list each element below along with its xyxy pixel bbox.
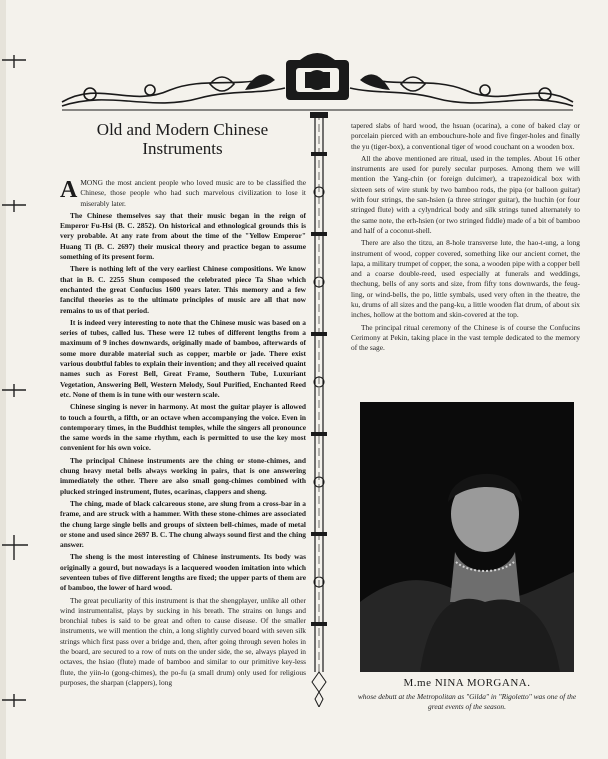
header-ornament	[60, 50, 575, 112]
paragraph: AMONG the most ancient people who loved music are to be classified the Chinese, those people who had such marvelous civilization to lose it miserably later.	[60, 177, 306, 208]
paragraph: The principal ritual ceremony of the Chinese is of course the Confucins Cerimony at Pekin, taking place in the vast temple dedicated to the memory of the sage.	[351, 322, 580, 353]
paragraph: The ching, made of black calcareous stone, are slung from a cross-bar in a frame, and are struck with a hammer. With these stone-chimes are associated the chung large single bells and groups of sixteen bell-chimes, made of metal or stone and used since 2697 B. C. The chung always sound first and the ching answer.	[60, 498, 306, 550]
photo-caption-text: whose debutt at the Metropolitan as "Gilda" in "Rigoletto" was one of the great events of the season.	[357, 692, 577, 711]
portrait-photo	[360, 402, 574, 672]
photo-caption-name: M.me NINA MORGANA.	[403, 677, 531, 689]
left-column	[60, 178, 306, 690]
column-divider-ornament	[306, 112, 332, 707]
right-column	[351, 121, 580, 356]
paragraph: There are also the titzu, an 8-hole transverse lute, the hao-t-ung, a long instrument of wood, copper covered, something like our ancient cornet, the lapa, a military trumpet of copper, the sona, a wooden pipe with a copper bell and a coarse double-reed, used especially at funerals and weddings, thechung, bells of any sorts and size, from fifty tons downwards, the feug-ling, or wind-bells, the po, little symbals, used very often in the theatre, the ku, drums of all sizes and the pang-ku, a little wooden flat drum, of about six inches, hollow at the bottom and skin-covered at the top.	[351, 238, 580, 320]
portrait-illustration	[360, 402, 574, 672]
paragraph: All the above mentioned are ritual, used in the temples. About 16 other instruments are used for purely secular purposes. Among them we will mention the Yang-chin (or foreign dulcimer), a trapezoidical box with sixteen sets of wire stunk by two bamboo rods, the pipa (or balloon guitar) with four strings, the san-hsien (a three stringer guitar), the huchin (or four stringed flute) with a cylyndrical body and silk strings tuned alternately to the same note, the erh-hsien (or two stringed fiddle) made of a bit of bamboo and half of a coconut-shell.	[351, 153, 580, 235]
paragraph: The sheng is the most interesting of Chinese instruments. Its body was originally a gourd, but nowadays is a lacquered wooden imitation into which seventeen tubes of five different lengths are fixed; the upper parts of them are of bamboo, the lower of hard wood.	[60, 552, 306, 593]
article-title	[60, 120, 305, 158]
paragraph: The great peculiarity of this instrument is that the shengplayer, unlike all other wind instrumentalist, plays by sucking in his breath. The strains on lungs and bronchial tubes is said to be great and often to cause disease. Of the smaller instruments, we will mention the chin, a long slightly curved board with seven silk strings which first pass over a bridge and, then, after going through seven holes in the board, are secured to a row of nuts on the under side, the se, always played in octaves, the hsiao (flute) made of bamboo and similar to our primitive key-less flute, the yiin-lo (gong-chimes), the po-fu (a small drum) only used for religious purposes, the sharpan (clappers), long	[60, 595, 306, 687]
title-line-2: Instruments	[142, 139, 223, 158]
drop-cap: A	[60, 177, 78, 203]
paragraph: It is indeed very interesting to note that the Chinese music was based on a series of tubes, called lus. These were 12 tubes of different lengths from a maximum of 9 inches downwards, originally made of bamboo, afterwards of some more durable material such as copper, marble or jade. There exist various doubtful fables to explain their invention; and they all received quaint names such as Forest Bell, Great Frame, Southern Tube, Luxuriant Vegetation, Answering Bell, Western Melody, Soul Purified, Enchanted Reed etc. None of them is in tune with our western scale.	[60, 317, 306, 399]
paragraph: There is nothing left of the very earliest Chinese compositions. We know that in B. C. 2255 Shun composed the celebrated piece Ta Shao which enchanted the great Confucius 1600 years later. This memory and a few fanciful theories as to the ultimate principles of music are all that now remains to us of that period.	[60, 264, 306, 315]
paragraph: The Chinese themselves say that their music began in the reign of Emperor Fu-Hsi (B. C. 2852). On historical and ethnological grounds this is very probable. At any rate from about the time of the "Yellow Emperor" Huang Ti (B. C. 2697) their musical theory and practice began to assume something of its present form.	[60, 210, 306, 262]
paragraph: tapered slabs of hard wood, the hsuan (ocarina), a cone of baked clay or porcelain pierced with an embouchure-hole and five finger-holes and finally the yu (tiger-box), a conventional tiger of wood couchant on a wooden box.	[351, 121, 580, 151]
paragraph: The principal Chinese instruments are the ching or stone-chimes, and chung heavy metal bells always working in pairs, that is one answering immediately the other. There are also small gong-chimes combined with plucked stringed instrument, flutes, ocarinas, clappers and sheng.	[60, 455, 306, 496]
paragraph: Chinese singing is never in harmony. At most the guitar player is allowed to touch a fourth, a fifth, or an octave when accompanying the voice. Even in contemporary times, in the Buddhist temples, while the singers all pronounce the same words in the same rhythm, each is permitted to use the key most convenient for his own voice.	[60, 402, 306, 453]
title-line-1: Old and Modern Chinese	[96, 120, 269, 139]
binder-marks	[0, 0, 30, 759]
